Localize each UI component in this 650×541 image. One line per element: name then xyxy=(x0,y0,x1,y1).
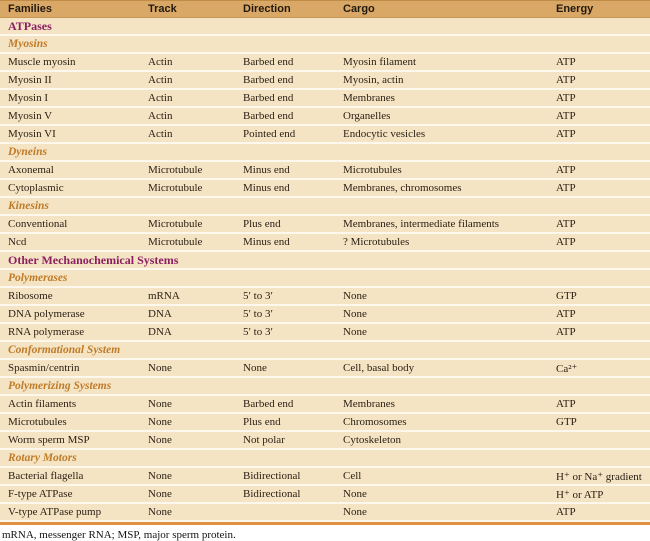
cell-track: None xyxy=(148,362,172,374)
cell-energy: ATP xyxy=(556,74,576,86)
cell-energy: ATP xyxy=(556,236,576,248)
cell-cargo: Membranes xyxy=(343,92,395,104)
cell-energy: ATP xyxy=(556,398,576,410)
cell-family: Ncd xyxy=(8,236,27,248)
cell-direction: Barbed end xyxy=(243,398,294,410)
cell-family: Axonemal xyxy=(8,164,54,176)
cell-direction: Plus end xyxy=(243,218,281,230)
cell-direction: 5′ to 3′ xyxy=(243,308,273,320)
section-header-atpases xyxy=(0,18,650,36)
cell-direction: Pointed end xyxy=(243,128,296,140)
subsection-header-rotary-motors xyxy=(0,450,650,468)
cell-cargo: Organelles xyxy=(343,110,391,122)
table-header-row xyxy=(0,0,650,18)
cell-direction: Bidirectional xyxy=(243,488,301,500)
cell-family: Myosin VI xyxy=(8,128,56,140)
cell-track: Actin xyxy=(148,56,173,68)
cell-track: Actin xyxy=(148,74,173,86)
cell-energy: ATP xyxy=(556,164,576,176)
section-header-other-mechanochemical xyxy=(0,252,650,270)
cell-cargo: Microtubules xyxy=(343,164,402,176)
cell-track: DNA xyxy=(148,326,172,338)
cell-family: DNA polymerase xyxy=(8,308,85,320)
cell-direction: Minus end xyxy=(243,182,290,194)
cell-energy: ATP xyxy=(556,110,576,122)
cell-cargo: Endocytic vesicles xyxy=(343,128,426,140)
cell-direction: Barbed end xyxy=(243,74,294,86)
cell-family: Cytoplasmic xyxy=(8,182,64,194)
subsection-header-polymerizing-systems xyxy=(0,378,650,396)
table-row-bacterial-flagella xyxy=(0,468,650,486)
cell-energy: Ca²⁺ xyxy=(556,362,578,375)
table-row-muscle-myosin xyxy=(0,54,650,72)
subsection-label: Polymerases xyxy=(8,272,68,284)
cell-cargo: Membranes xyxy=(343,398,395,410)
cell-direction: Minus end xyxy=(243,236,290,248)
cell-family: Myosin V xyxy=(8,110,53,122)
table-row-dna-polymerase xyxy=(0,306,650,324)
cell-cargo: Membranes, intermediate filaments xyxy=(343,218,500,230)
cell-track: None xyxy=(148,470,172,482)
table-row-v-type-atpase-pump xyxy=(0,504,650,522)
cell-family: Worm sperm MSP xyxy=(8,434,90,446)
cell-cargo: Cell, basal body xyxy=(343,362,415,374)
cell-energy: ATP xyxy=(556,506,576,518)
cell-track: Microtubule xyxy=(148,218,203,230)
cell-family: Myosin I xyxy=(8,92,49,104)
cell-cargo: None xyxy=(343,488,367,500)
cell-energy: ATP xyxy=(556,92,576,104)
subsection-header-kinesins xyxy=(0,198,650,216)
cell-track: None xyxy=(148,434,172,446)
cell-energy: ATP xyxy=(556,182,576,194)
cell-cargo: ? Microtubules xyxy=(343,236,410,248)
subsection-header-dyneins xyxy=(0,144,650,162)
cell-cargo: None xyxy=(343,308,367,320)
table-row-rna-polymerase xyxy=(0,324,650,342)
cell-family: V-type ATPase pump xyxy=(8,506,102,518)
table-row-cytoplasmic xyxy=(0,180,650,198)
cell-cargo: None xyxy=(343,290,367,302)
cell-family: Conventional xyxy=(8,218,68,230)
cell-cargo: Myosin, actin xyxy=(343,74,404,86)
cell-track: Actin xyxy=(148,128,173,140)
cell-cargo: None xyxy=(343,326,367,338)
subsection-label: Conformational System xyxy=(8,344,121,356)
cell-direction: 5′ to 3′ xyxy=(243,290,273,302)
cell-family: Actin filaments xyxy=(8,398,77,410)
cell-energy: ATP xyxy=(556,308,576,320)
cell-family: Microtubules xyxy=(8,416,67,428)
subsection-header-myosins xyxy=(0,36,650,54)
cell-track: None xyxy=(148,416,172,428)
subsection-header-conformational-system xyxy=(0,342,650,360)
cell-direction: Barbed end xyxy=(243,92,294,104)
table-row-conventional xyxy=(0,216,650,234)
table-row-myosin-i xyxy=(0,90,650,108)
cell-direction: Plus end xyxy=(243,416,281,428)
subsection-label: Polymerizing Systems xyxy=(8,380,112,392)
column-header-direction: Direction xyxy=(243,3,291,15)
cell-direction: Bidirectional xyxy=(243,470,301,482)
cell-energy: H⁺ or Na⁺ gradient xyxy=(556,470,642,483)
cell-family: F-type ATPase xyxy=(8,488,73,500)
cell-cargo: Chromosomes xyxy=(343,416,407,428)
cell-track: None xyxy=(148,506,172,518)
cell-cargo: Membranes, chromosomes xyxy=(343,182,462,194)
cell-energy: ATP xyxy=(556,326,576,338)
subsection-label: Myosins xyxy=(8,38,48,50)
cell-energy: ATP xyxy=(556,218,576,230)
cell-family: Myosin II xyxy=(8,74,52,86)
table-row-axonemal xyxy=(0,162,650,180)
cell-family: RNA polymerase xyxy=(8,326,85,338)
cell-direction: Minus end xyxy=(243,164,290,176)
cell-track: DNA xyxy=(148,308,172,320)
table-row-myosin-vi xyxy=(0,126,650,144)
table-row-actin-filaments xyxy=(0,396,650,414)
column-header-cargo: Cargo xyxy=(343,3,375,15)
cell-direction: Not polar xyxy=(243,434,285,446)
subsection-header-polymerases xyxy=(0,270,650,288)
cell-track: Actin xyxy=(148,92,173,104)
cell-energy: ATP xyxy=(556,128,576,140)
column-header-track: Track xyxy=(148,3,177,15)
cell-energy: ATP xyxy=(556,56,576,68)
table-row-spasmin-centrin xyxy=(0,360,650,378)
table-row-ncd xyxy=(0,234,650,252)
cell-cargo: None xyxy=(343,506,367,518)
table-row-f-type-atpase xyxy=(0,486,650,504)
cell-track: Microtubule xyxy=(148,236,203,248)
cell-family: Spasmin/centrin xyxy=(8,362,80,374)
table-footnote: mRNA, messenger RNA; MSP, major sperm protein. xyxy=(0,525,650,541)
cell-energy: GTP xyxy=(556,416,577,428)
cell-track: mRNA xyxy=(148,290,180,302)
cell-cargo: Myosin filament xyxy=(343,56,417,68)
cell-family: Bacterial flagella xyxy=(8,470,84,482)
cell-track: Actin xyxy=(148,110,173,122)
section-label: Other Mechanochemical Systems xyxy=(8,252,179,267)
cell-track: Microtubule xyxy=(148,182,203,194)
cell-family: Muscle myosin xyxy=(8,56,76,68)
table-row-worm-sperm-msp xyxy=(0,432,650,450)
cell-direction: 5′ to 3′ xyxy=(243,326,273,338)
table-row-myosin-ii xyxy=(0,72,650,90)
cell-track: Microtubule xyxy=(148,164,203,176)
cell-direction: None xyxy=(243,362,267,374)
cell-energy: GTP xyxy=(556,290,577,302)
cell-energy: H⁺ or ATP xyxy=(556,488,604,501)
table-row-ribosome xyxy=(0,288,650,306)
subsection-label: Dyneins xyxy=(8,146,47,158)
table-row-myosin-v xyxy=(0,108,650,126)
cell-direction: Barbed end xyxy=(243,56,294,68)
section-label: ATPases xyxy=(8,18,52,33)
subsection-label: Rotary Motors xyxy=(8,452,77,464)
cell-track: None xyxy=(148,488,172,500)
column-header-families: Families xyxy=(8,3,53,15)
subsection-label: Kinesins xyxy=(8,200,49,212)
table-row-microtubules xyxy=(0,414,650,432)
column-header-energy: Energy xyxy=(556,3,594,15)
cell-track: None xyxy=(148,398,172,410)
cell-direction: Barbed end xyxy=(243,110,294,122)
cell-cargo: Cytoskeleton xyxy=(343,434,402,446)
cell-family: Ribosome xyxy=(8,290,53,302)
cell-cargo: Cell xyxy=(343,470,362,482)
